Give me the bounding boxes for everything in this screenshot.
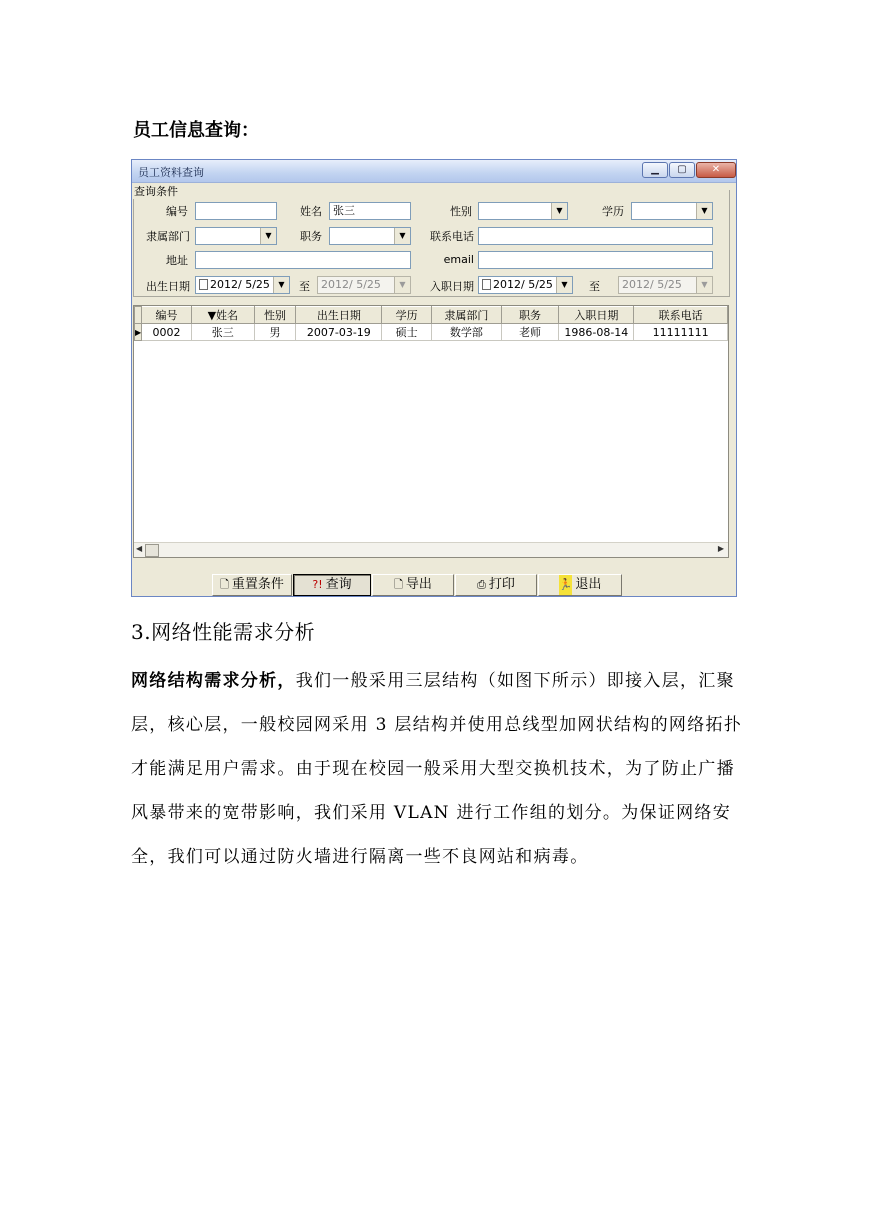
horizontal-scrollbar[interactable] (134, 542, 728, 558)
column-header[interactable]: 编号 (142, 307, 192, 324)
query-icon: ?! (312, 578, 323, 591)
table-row[interactable] (135, 324, 728, 341)
exit-button[interactable] (538, 574, 622, 596)
chevron-down-icon[interactable]: ▼ (696, 203, 712, 219)
table-cell[interactable]: 硕士 (382, 324, 432, 341)
chevron-down-icon[interactable]: ▼ (394, 228, 410, 244)
chevron-down-icon[interactable]: ▼ (556, 277, 572, 293)
hire-date-to[interactable] (618, 276, 713, 294)
name-input[interactable]: 张三 (329, 202, 411, 220)
checkbox-icon[interactable] (482, 279, 491, 290)
column-header[interactable]: 性别 (254, 307, 296, 324)
table-cell[interactable]: 数学部 (431, 324, 501, 341)
address-input[interactable] (195, 251, 411, 269)
scroll-thumb[interactable] (145, 544, 159, 557)
scroll-right-icon[interactable]: ▶ (717, 544, 724, 553)
emp-no-input[interactable] (195, 202, 277, 220)
column-header[interactable]: 入职日期 (559, 307, 634, 324)
birth-date-from[interactable] (195, 276, 290, 294)
paragraph-body: 我们一般采用三层结构（如图下所示）即接入层，汇聚层，核心层，一般校园网采用 3 层结构并使用总线型加网状结构的网络拓扑才能满足用户需求。由于现在校园一般采用大型交换机技术，为了防止广播风暴带来的宽带影响，我们采用 VLAN 进行工作组的划分。为保证网络安全，我们可以通过防火墙进行隔离一些不良网站和病毒。 (131, 671, 743, 867)
page-icon: 🗋 (220, 578, 229, 591)
gender-label: 性别 (450, 205, 472, 218)
title-bar[interactable] (132, 160, 736, 183)
birth-date-to-value: 2012/ 5/25 (321, 278, 381, 291)
paragraph-lead: 网络结构需求分析， (131, 671, 296, 691)
column-header[interactable]: 职务 (501, 307, 559, 324)
window-title: 员工资料查询 (138, 166, 204, 179)
row-header-corner (135, 307, 142, 324)
table-cell[interactable]: 男 (254, 324, 296, 341)
export-button[interactable] (372, 574, 454, 596)
exit-label: 退出 (575, 577, 602, 592)
education-select[interactable] (631, 202, 713, 220)
close-button[interactable]: ✕ (696, 162, 736, 178)
table-cell[interactable]: 1986-08-14 (559, 324, 634, 341)
hire-date-label: 入职日期 (430, 280, 474, 293)
department-label: 隶属部门 (146, 230, 190, 243)
table-cell[interactable]: 老师 (501, 324, 559, 341)
current-row-indicator-icon: ▶ (135, 324, 142, 341)
hire-date-from-value: 2012/ 5/25 (493, 278, 553, 291)
scroll-left-icon[interactable]: ◀ (136, 544, 143, 553)
printer-icon: ⎙ (477, 578, 486, 591)
position-select[interactable] (329, 227, 411, 245)
table-cell[interactable]: 2007-03-19 (296, 324, 382, 341)
column-header[interactable]: ▼姓名 (191, 307, 254, 324)
phone-input[interactable] (478, 227, 713, 245)
column-header[interactable]: 联系电话 (634, 307, 728, 324)
column-header[interactable]: 学历 (382, 307, 432, 324)
emp-no-label: 编号 (166, 205, 188, 218)
page-heading: 员工信息查询： (133, 120, 259, 141)
reset-criteria-button[interactable] (212, 574, 292, 596)
address-label: 地址 (166, 254, 188, 267)
column-header[interactable]: 出生日期 (296, 307, 382, 324)
position-label: 职务 (300, 230, 322, 243)
query-criteria-label: 查询条件 (134, 185, 178, 198)
education-label: 学历 (602, 205, 624, 218)
table-cell[interactable]: 张三 (191, 324, 254, 341)
column-header[interactable]: 隶属部门 (431, 307, 501, 324)
employee-query-window (131, 159, 737, 597)
hire-date-from[interactable] (478, 276, 573, 294)
body-paragraph (131, 659, 743, 879)
chevron-down-icon[interactable]: ▼ (273, 277, 289, 293)
email-input[interactable] (478, 251, 713, 269)
table-cell[interactable]: 11111111 (634, 324, 728, 341)
gender-select[interactable] (478, 202, 568, 220)
chevron-down-icon[interactable]: ▼ (696, 277, 712, 293)
birth-date-from-value: 2012/ 5/25 (210, 278, 270, 291)
maximize-button[interactable]: ▢ (669, 162, 695, 178)
birth-date-label: 出生日期 (146, 280, 190, 293)
exit-runner-icon: 🏃 (559, 575, 573, 595)
email-label: email (443, 253, 474, 266)
results-grid[interactable] (133, 305, 729, 558)
department-select[interactable] (195, 227, 277, 245)
hire-to-label: 至 (589, 280, 600, 293)
minimize-button[interactable]: ▁ (642, 162, 668, 178)
birth-date-to[interactable] (317, 276, 411, 294)
hire-date-to-value: 2012/ 5/25 (622, 278, 682, 291)
chevron-down-icon[interactable]: ▼ (551, 203, 567, 219)
birth-to-label: 至 (299, 280, 310, 293)
phone-label: 联系电话 (430, 230, 474, 243)
print-label: 打印 (488, 577, 515, 592)
export-label: 导出 (405, 577, 432, 592)
chevron-down-icon[interactable]: ▼ (260, 228, 276, 244)
reset-criteria-label: 重置条件 (231, 577, 284, 592)
chevron-down-icon[interactable]: ▼ (394, 277, 410, 293)
section-title: 3.网络性能需求分析 (131, 620, 316, 644)
checkbox-icon[interactable] (199, 279, 208, 290)
name-label: 姓名 (300, 205, 322, 218)
query-label: 查询 (325, 577, 352, 592)
query-button[interactable] (293, 574, 371, 596)
export-page-icon: 🗋 (394, 578, 403, 591)
table-cell[interactable]: 0002 (142, 324, 192, 341)
print-button[interactable] (455, 574, 537, 596)
